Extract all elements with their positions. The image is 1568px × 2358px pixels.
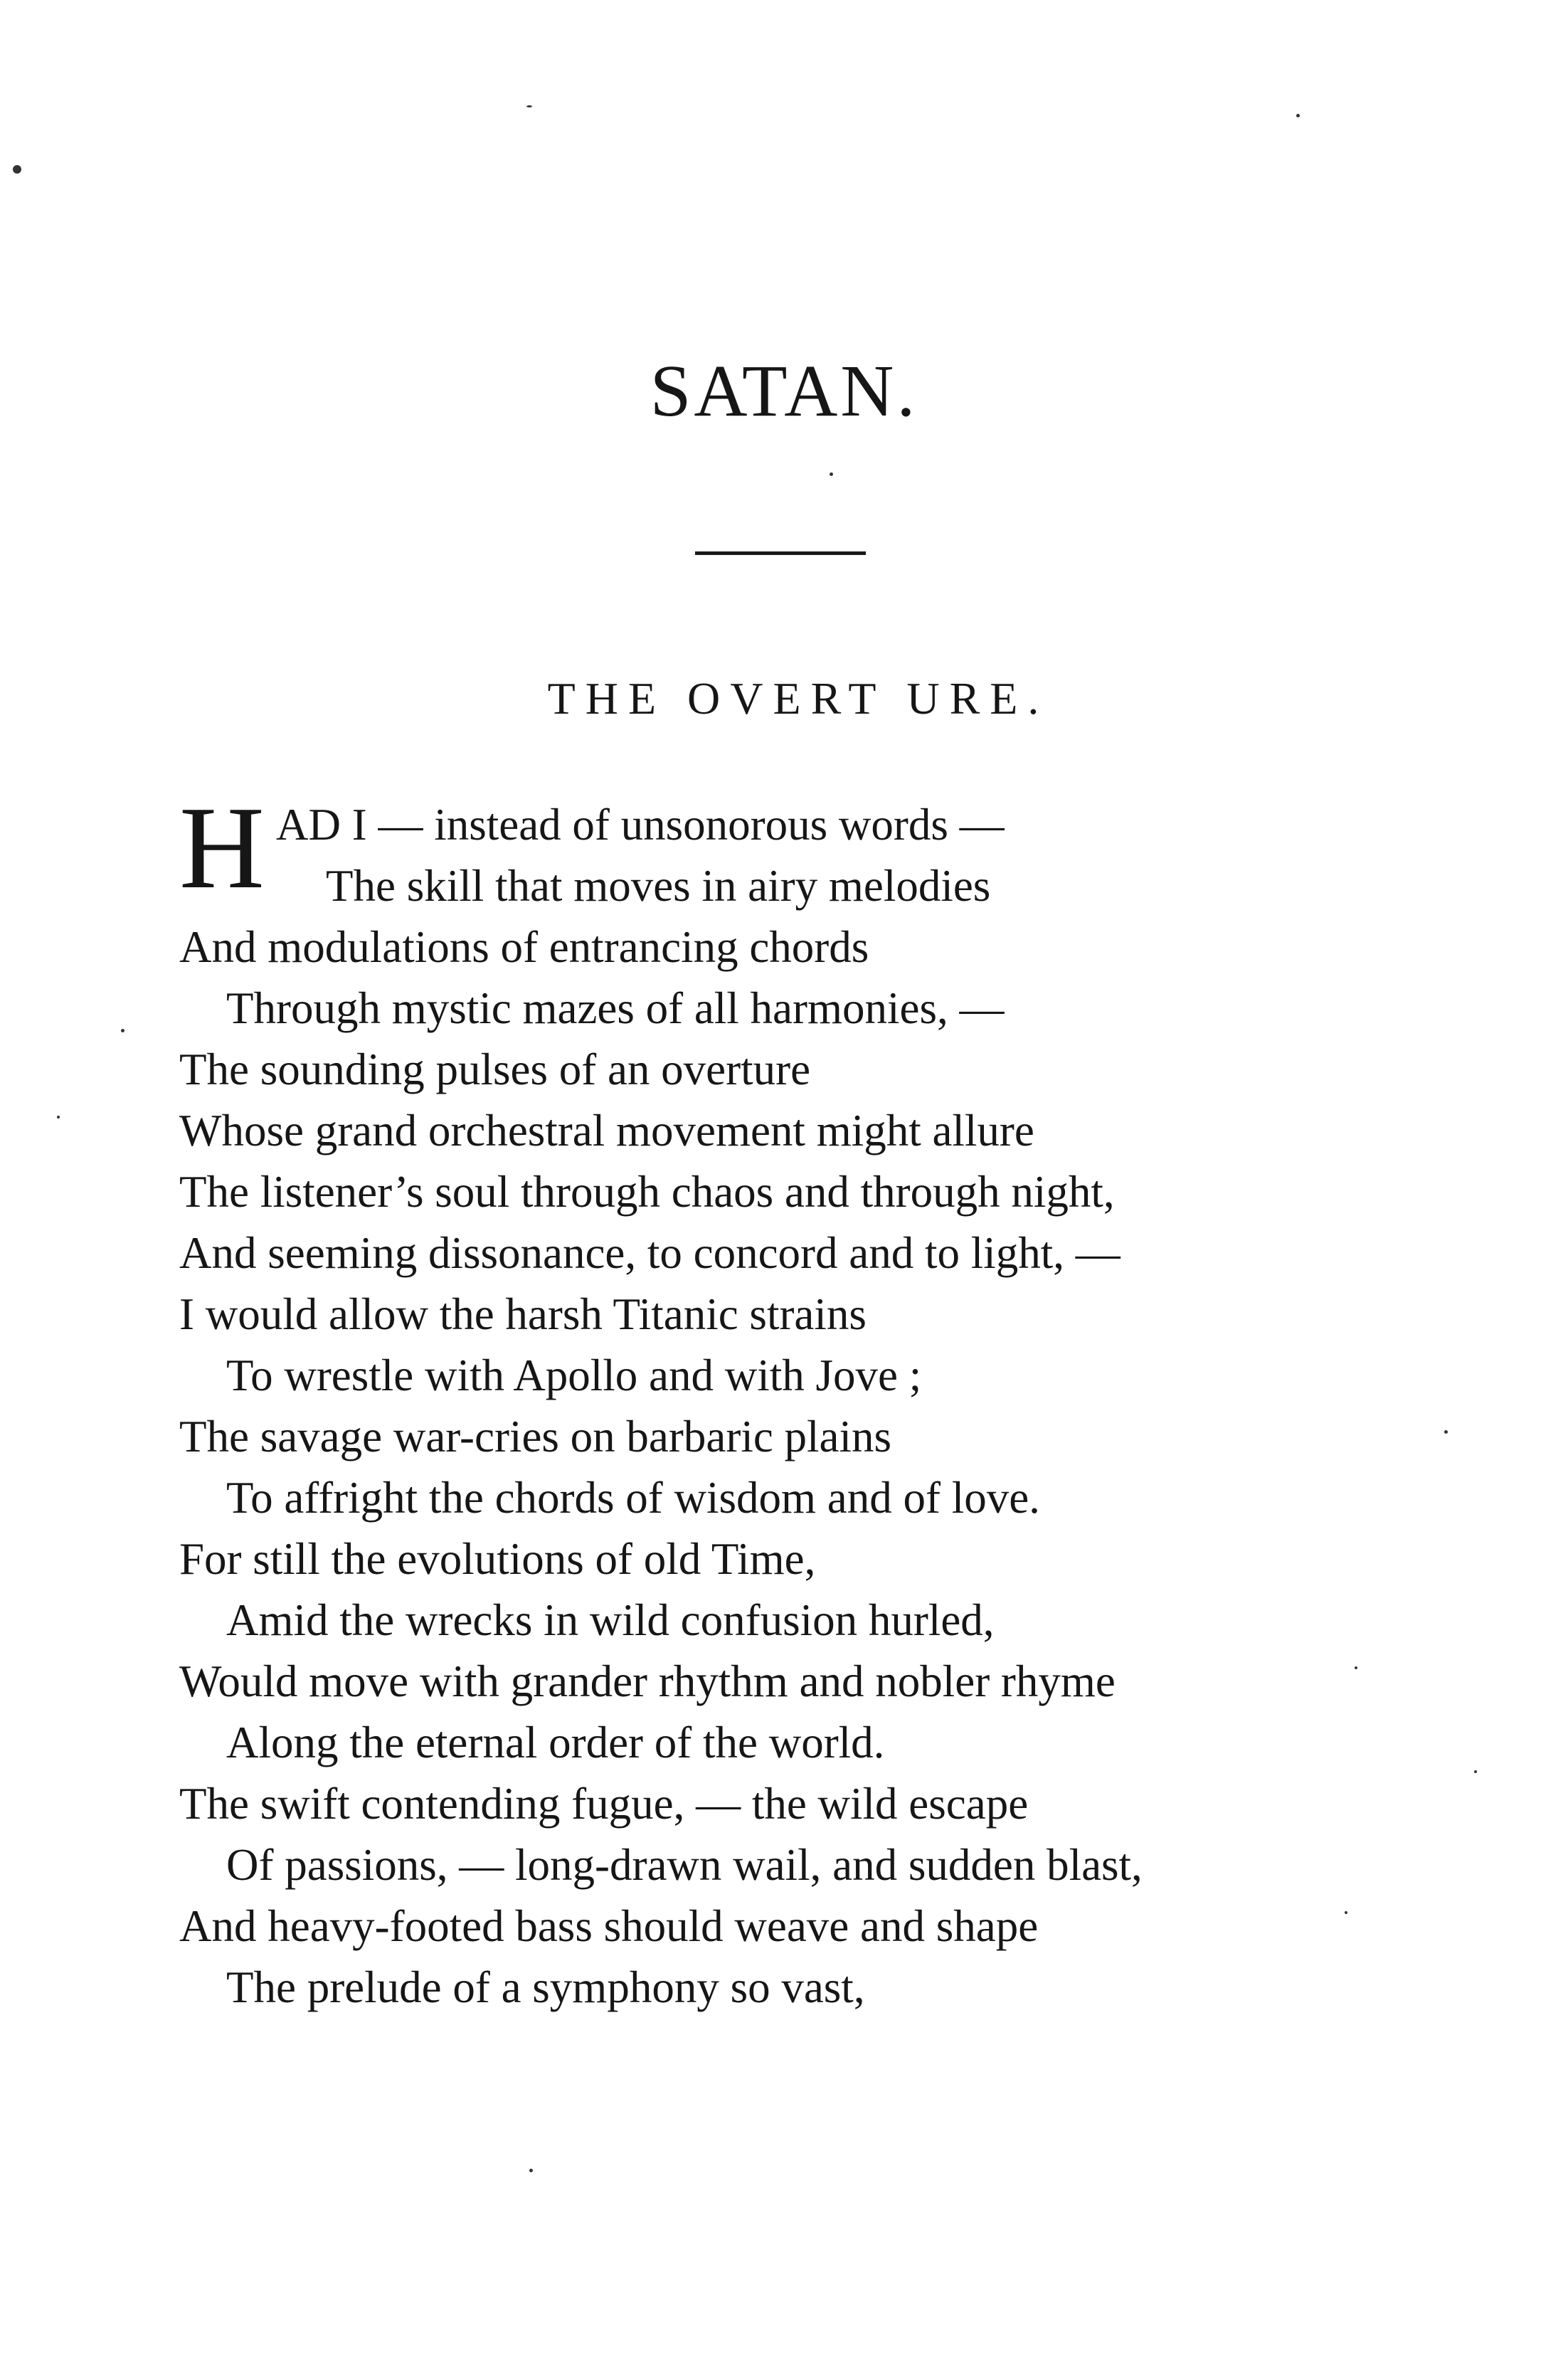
poem-line: The prelude of a symphony so vast, (226, 1962, 865, 2012)
section-heading: THE OVERT URE. (547, 673, 1049, 724)
poem-line: Along the eternal order of the world. (226, 1718, 885, 1767)
scan-speck (13, 165, 21, 174)
poem-line: And heavy-footed bass should weave and shape (179, 1901, 1039, 1951)
scan-speck (529, 2169, 533, 2172)
poem-line: The swift contending fugue, — the wild escape (179, 1779, 1029, 1829)
scan-speck (1355, 1666, 1357, 1669)
poem-line: Of passions, — long-drawn wail, and sudden blast, (226, 1840, 1143, 1890)
poem-line: The skill that moves in airy melodies (326, 861, 991, 911)
poem-line: And modulations of entrancing chords (179, 922, 869, 972)
scan-speck (1474, 1770, 1477, 1773)
poem-line: Through mystic mazes of all harmonies, — (226, 983, 1005, 1033)
poem-line: The sounding pulses of an overture (179, 1045, 811, 1094)
poem-line: For still the evolutions of old Time, (179, 1534, 816, 1584)
poem-line: And seeming dissonance, to concord and to light, — (179, 1228, 1121, 1278)
poem-line: The savage war-cries on barbaric plains (179, 1412, 892, 1461)
poem-line: Would move with grander rhythm and nobler rhyme (179, 1656, 1116, 1706)
poem-line: Whose grand orchestral movement might allure (179, 1106, 1034, 1156)
poem-line: The listener’s soul through chaos and through night, (179, 1167, 1115, 1217)
poem-line: To affright the chords of wisdom and of love. (226, 1473, 1040, 1523)
title-rule (695, 551, 866, 555)
scan-speck (1345, 1911, 1347, 1914)
poem-line-1: AD I — instead of unsonorous words — (276, 800, 1005, 850)
poem-line: I would allow the harsh Titanic strains (179, 1289, 867, 1339)
scan-speck (1444, 1430, 1448, 1434)
scan-speck (57, 1116, 60, 1119)
scan-speck (526, 105, 532, 107)
poem-title: SATAN. (650, 350, 918, 432)
scan-speck (830, 472, 833, 476)
scan-speck (1296, 114, 1300, 117)
drop-cap: H (179, 782, 265, 913)
scan-speck (121, 1029, 125, 1032)
poem-line: To wrestle with Apollo and with Jove ; (226, 1350, 922, 1400)
poem-line: Amid the wrecks in wild confusion hurled, (226, 1595, 995, 1645)
